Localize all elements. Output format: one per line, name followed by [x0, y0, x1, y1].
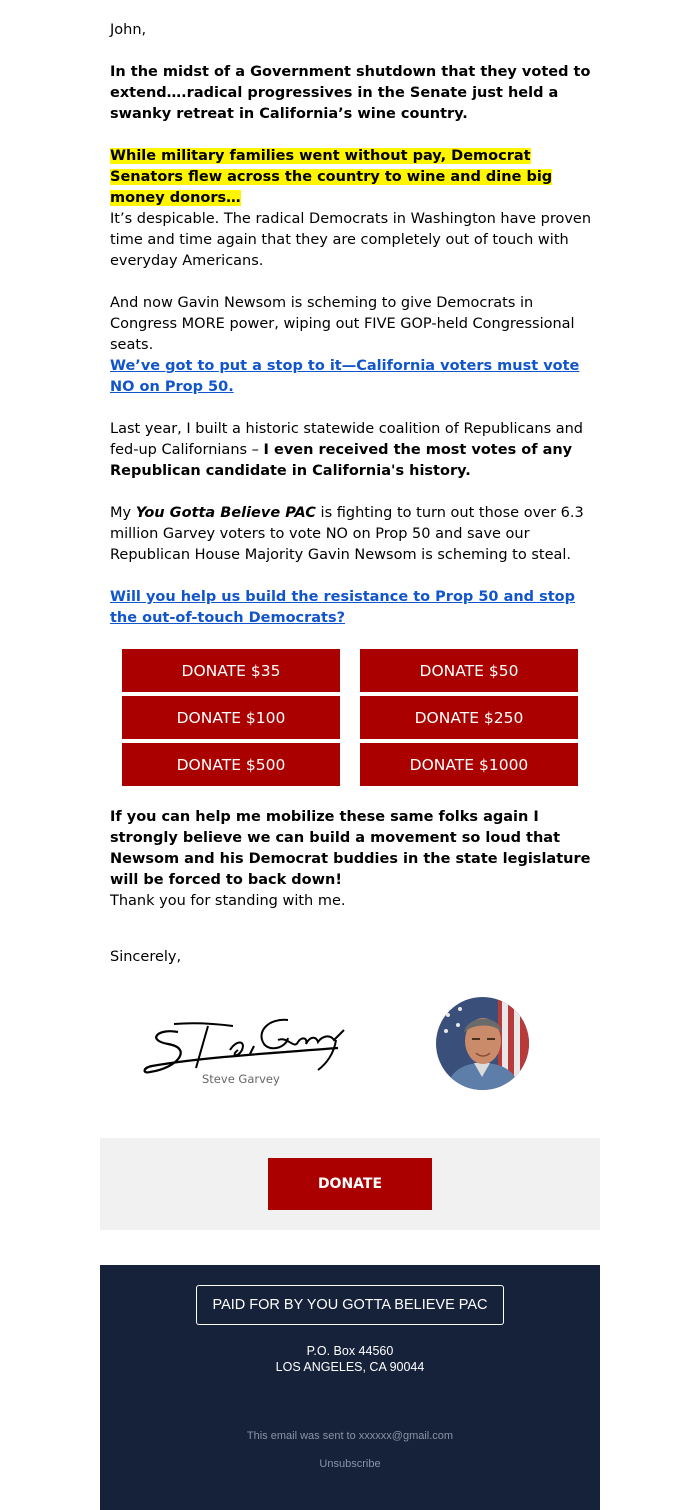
unsubscribe-link[interactable]: Unsubscribe: [319, 1458, 381, 1470]
address-line-1: P.O. Box 44560: [306, 1344, 394, 1358]
coalition-text: Last year, I built a historic statewide coalition of Republicans and fed-up Californians –: [110, 421, 584, 458]
sent-prefix: This email was sent to: [246, 1430, 359, 1442]
donate-1000-button[interactable]: DONATE $1000: [360, 743, 578, 786]
pac-intro-text: My: [110, 505, 136, 521]
paragraph-highlighted: [110, 146, 592, 209]
donate-cta-band: [100, 1138, 600, 1230]
paragraph-link-resistance: [110, 587, 592, 629]
paragraph-thanks: Thank you for standing with me.: [110, 893, 346, 909]
signature-name: Steve Garvey: [202, 1072, 280, 1086]
donate-250-button[interactable]: DONATE $250: [360, 696, 578, 739]
greeting: John,: [110, 22, 147, 38]
build-resistance-link[interactable]: Will you help us build the resistance to Prop 50 and stop the out-of-touch Democrats?: [110, 589, 576, 626]
closing: Sincerely,: [110, 949, 182, 965]
paragraph-mobilize: If you can help me mobilize these same folks again I strongly believe we can build a movement so loud that Newsom and his Democrat buddies in the state legislature will be forced to back down!: [110, 809, 591, 888]
donate-100-button[interactable]: DONATE $100: [122, 696, 340, 739]
pac-rest-text: is fighting to turn out those over 6.3 million Garvey voters to vote NO on Prop 50 and save our Republican House Majority Gavin Newsom is scheming to steal.: [110, 505, 584, 563]
donate-500-button[interactable]: DONATE $500: [122, 743, 340, 786]
coalition-bold-text: I even received the most votes of any Republican candidate in California's history.: [110, 442, 573, 479]
paragraph-coalition: [110, 419, 592, 482]
sent-to-notice: [100, 1430, 600, 1442]
pac-name: You Gotta Believe PAC: [135, 505, 316, 521]
paragraph-despicable: It’s despicable. The radical Democrats in Washington have proven time and time again that they are completely out of touch with everyday Americans.: [110, 211, 592, 269]
paragraph-pac: [110, 503, 592, 566]
donate-button-grid: [122, 649, 579, 786]
avatar: [436, 997, 529, 1090]
donate-button[interactable]: DONATE: [268, 1158, 432, 1210]
paragraph-link-prop50: [110, 356, 592, 398]
donate-35-button[interactable]: DONATE $35: [122, 649, 340, 692]
recipient-email: xxxxxx@gmail.com: [358, 1430, 454, 1442]
handwritten-signature: [138, 1010, 358, 1080]
signature-block: [130, 1000, 550, 1100]
portrait-photo: [436, 997, 529, 1090]
donate-50-button[interactable]: DONATE $50: [360, 649, 578, 692]
paragraph-shutdown: In the midst of a Government shutdown that they voted to extend….radical progressives in the Senate just held a swanky retreat in California’s wine country.: [110, 64, 591, 122]
highlighted-text: While military families went without pay, Democrat Senators flew across the country to wine and dine big money donors…: [110, 148, 553, 206]
footer: [100, 1265, 600, 1510]
vote-no-prop50-link[interactable]: We’ve got to put a stop to it—California voters must vote NO on Prop 50.: [110, 358, 580, 395]
address-line-2: LOS ANGELES, CA 90044: [275, 1360, 425, 1374]
paragraph-newsom: And now Gavin Newsom is scheming to give Democrats in Congress MORE power, wiping out FIVE GOP-held Congressional seats.: [110, 295, 575, 353]
paid-for-disclaimer: PAID FOR BY YOU GOTTA BELIEVE PAC: [196, 1285, 504, 1325]
